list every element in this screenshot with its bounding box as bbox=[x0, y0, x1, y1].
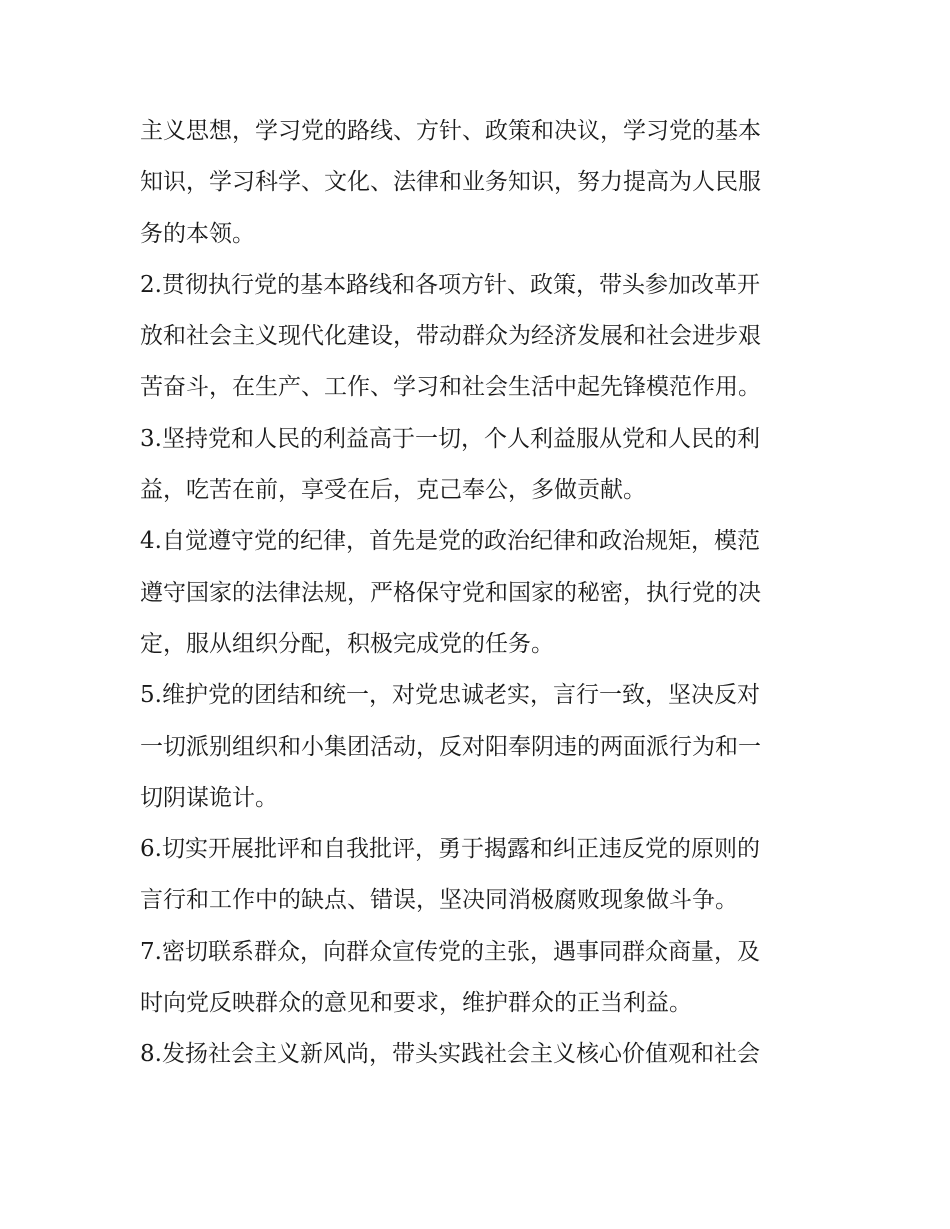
text-line: 定，服从组织分配，积极完成党的任务。 bbox=[140, 630, 554, 657]
text-line: 苦奋斗，在生产、工作、学习和社会生活中起先锋模范作用。 bbox=[140, 374, 761, 401]
text-line: 时向党反映群众的意见和要求，维护群众的正当利益。 bbox=[140, 990, 692, 1017]
text-line: 4.自觉遵守党的纪律，首先是党的政治纪律和政治规矩，模范 bbox=[140, 528, 760, 555]
text-line: 8.发扬社会主义新风尚，带头实践社会主义核心价值观和社会 bbox=[140, 1041, 760, 1068]
text-line: 放和社会主义现代化建设，带动群众为经济发展和社会进步艰 bbox=[140, 323, 761, 350]
text-line: 5.维护党的团结和统一，对党忠诚老实，言行一致，坚决反对 bbox=[140, 682, 760, 709]
text-line: 主义思想，学习党的路线、方针、政策和决议，学习党的基本 bbox=[140, 118, 761, 144]
text-line: 益，吃苦在前，享受在后，克己奉公，多做贡献。 bbox=[140, 477, 646, 504]
text-line: 务的本领。 bbox=[140, 220, 255, 247]
text-line: 遵守国家的法律法规，严格保守党和国家的秘密，执行党的决 bbox=[140, 579, 761, 606]
text-line: 6.切实开展批评和自我批评，勇于揭露和纠正违反党的原则的 bbox=[140, 836, 760, 863]
text-line: 知识，学习科学、文化、法律和业务知识，努力提高为人民服 bbox=[140, 169, 761, 196]
text-line: 切阴谋诡计。 bbox=[140, 784, 278, 811]
text-line: 言行和工作中的缺点、错误，坚决同消极腐败现象做斗争。 bbox=[140, 887, 738, 914]
text-line: 一切派别组织和小集团活动，反对阳奉阴违的两面派行为和一 bbox=[140, 733, 761, 760]
text-line: 2.贯彻执行党的基本路线和各项方针、政策，带头参加改革开 bbox=[140, 271, 760, 298]
document-body bbox=[140, 106, 820, 1081]
text-line: 7.密切联系群众，向群众宣传党的主张，遇事同群众商量，及 bbox=[140, 938, 760, 965]
text-line: 3.坚持党和人民的利益高于一切，个人利益服从党和人民的利 bbox=[140, 425, 760, 452]
